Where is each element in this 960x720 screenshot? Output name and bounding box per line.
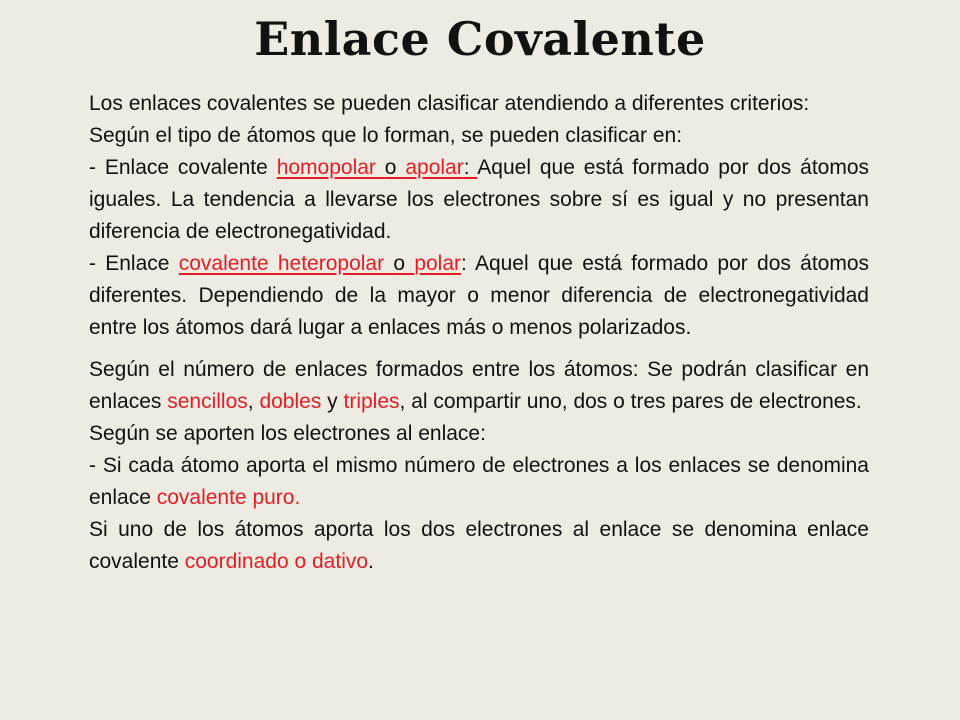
bond-count-sep1: ,	[247, 390, 260, 413]
homopolar-definition: Aquel que está formado por dos átomos iguales. La tendencia a llevarse los electrones sobre sí es igual y no presentan diferencia de electronegatividad.	[89, 156, 870, 243]
heteropolar-term: covalente heteropolar	[178, 252, 394, 275]
slide-title: Enlace Covalente	[254, 12, 706, 66]
homopolar-term: homopolar	[276, 156, 385, 179]
covalente-puro-term: covalente puro.	[156, 486, 301, 509]
dative-text: Si uno de los átomos aporta los dos electrones al enlace se denomina enlace covalente	[89, 518, 869, 573]
classification-by-atom-type: Según el tipo de átomos que lo forman, se pueden clasificar en:	[89, 124, 683, 147]
homopolar-prefix: - Enlace covalente	[89, 156, 277, 179]
bond-count-paragraph	[89, 354, 869, 418]
intro-paragraph: Los enlaces covalentes se pueden clasificar atendiendo a diferentes criterios:	[89, 92, 810, 115]
homopolar-paragraph	[89, 152, 869, 248]
dative-paragraph	[89, 514, 869, 578]
bond-count-sep2: y	[321, 390, 344, 413]
heteropolar-definition: : Aquel que está formado por dos átomos diferentes. Dependiendo de la mayor o menor diferencia de electronegatividad entre los átomos dará lugar a enlaces más o menos polarizados.	[89, 252, 870, 339]
dobles-term: dobles	[259, 390, 322, 413]
bond-count-text: Según el número de enlaces formados entre los átomos: Se podrán clasificar en enlaces	[89, 358, 869, 413]
apolar-term: apolar	[405, 156, 464, 179]
slide-body	[89, 88, 869, 578]
pure-covalent-text: - Si cada átomo aporta el mismo número de electrones a los enlaces se denomina enlace	[89, 454, 869, 509]
pure-covalent-paragraph	[89, 450, 869, 514]
electron-source-paragraph: Según se aporten los electrones al enlace:	[89, 422, 486, 445]
bond-count-end: , al compartir uno, dos o tres pares de electrones.	[399, 390, 862, 413]
dative-end: .	[368, 550, 374, 573]
heteropolar-prefix: - Enlace	[89, 252, 179, 275]
sencillos-term: sencillos	[167, 390, 248, 413]
heteropolar-link-group[interactable]	[179, 252, 461, 275]
coordinado-dativo-term: coordinado o dativo	[184, 550, 369, 573]
homopolar-colon: :	[463, 156, 478, 179]
paragraph-gap	[89, 344, 869, 354]
homopolar-or: o	[384, 156, 406, 179]
heteropolar-paragraph	[89, 248, 869, 344]
homopolar-link-group[interactable]	[277, 156, 478, 179]
polar-term: polar	[414, 252, 462, 275]
triples-term: triples	[343, 390, 400, 413]
heteropolar-or: o	[393, 252, 415, 275]
